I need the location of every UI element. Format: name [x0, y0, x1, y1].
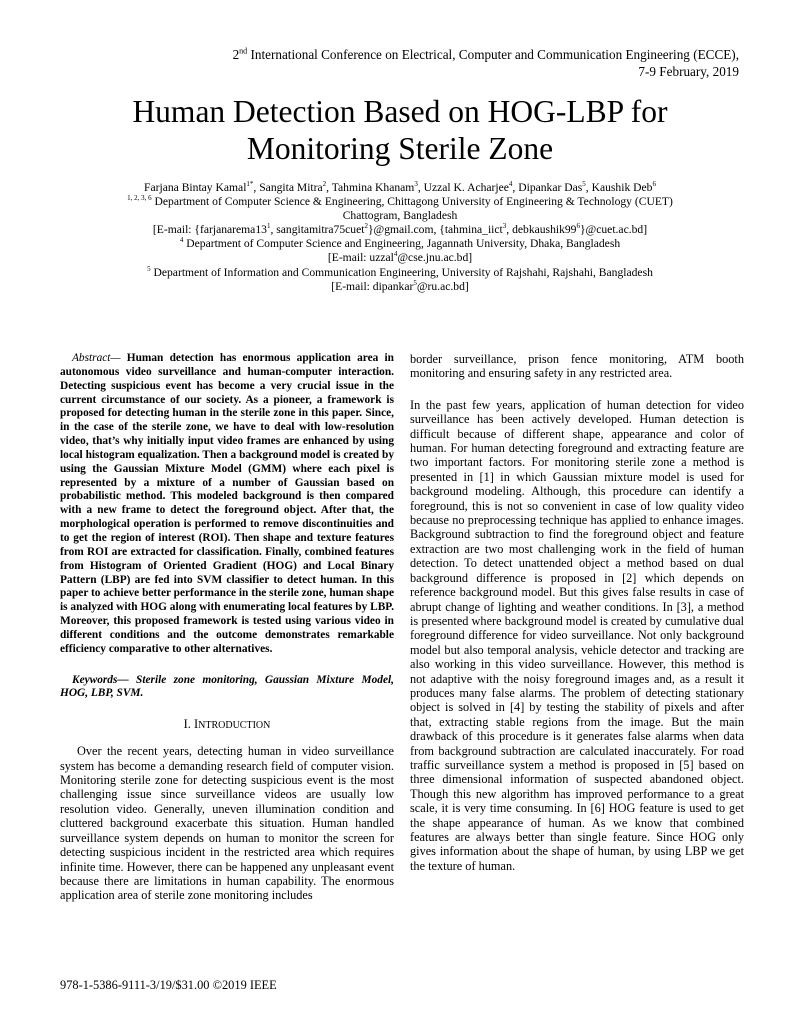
abstract-label: Abstract—	[72, 352, 127, 364]
conference-ordinal: 2	[232, 47, 240, 62]
affiliation-marker: 5	[582, 180, 586, 189]
text-run: }@cuet.ac.bd]	[579, 223, 648, 237]
affiliation-marker: 6	[652, 180, 656, 189]
affiliation-marker: 3	[502, 222, 507, 231]
affiliation-marker: 1*	[246, 180, 254, 189]
intro-paragraph-1-continued: border surveillance, prison fence monitoring, ATM booth monitoring and ensuring safety in any restricted area.	[410, 352, 744, 381]
section-heading-introduction	[60, 717, 394, 733]
text-run: Chattogram, Bangladesh	[342, 209, 458, 223]
author-block	[60, 181, 740, 294]
email-jnu	[60, 251, 740, 265]
affiliation-marker: 1	[266, 222, 271, 231]
left-column	[60, 352, 394, 903]
affiliation-marker: 5	[413, 278, 417, 287]
text-run: , Dipankar Das	[512, 181, 583, 194]
conference-ordinal-suffix: nd	[239, 46, 248, 56]
text-run: Department of Information and Communication Engineering, University of Rajshahi, Rajshahi, Bangladesh	[150, 265, 653, 279]
intro-paragraph-2: In the past few years, application of human detection for video surveillance has been actively developed. Human detection is difficult because of different shape, appearance and color of human. For human detecting foreground and extracting feature are two important factors. For monitoring sterile zone a method is presented in [1] in which Gaussian mixture model is used for background modeling. Although, this procedure can identify a foreground, this is not so convenient in case of low quality video because no preprocessing technique has applied to enhance images. Background subtraction to find the foreground object and feature extraction are two most challenging work in the field of human detection. To detect unattended object a method based on dual background difference is proposed in [2] which depends on reference background model. But this gives false results in case of abrupt change of lighting and weather conditions. In [3], a method is presented where background model is created by cumulative dual foreground difference for video surveillance. Not only background model but also temporal analysis, vehicle detector and tracking are also working in this video surveillance. However, this method is not adaptive with the noisy foreground images and, as a result it produces many false alarms. The problem of detecting stationary object is solved in [4] by testing the stability of pixels and after that, extracting stable regions from the image. But the main drawback of this procedure is it generates false alarms when data from background subtraction are calculated inaccurately. For road traffic surveillance system a method is proposed in [5] based on three dimensional information of suspected abandoned object. Though this new algorithm has improved performance to a great scale, it is very time consuming. In [6] HOG feature is used to get the shape appearance of human. As we know that combined features are always better than single feature. Since HOG only gives information about the shape of human, by using LBP we get the texture of human.	[410, 397, 744, 873]
affiliation-cuet	[60, 195, 740, 209]
text-run: [E-mail: uzzal	[327, 251, 394, 265]
affiliation-cuet-city	[60, 209, 740, 223]
paper-title-line-2: Monitoring Sterile Zone	[246, 131, 554, 166]
conference-line	[39, 46, 739, 63]
conference-name: International Conference on Electrical, Computer and Communication Engineering (ECCE),	[247, 47, 739, 62]
affiliation-marker: 4	[393, 250, 398, 259]
email-cuet	[60, 223, 740, 237]
intro-paragraph-1: Over the recent years, detecting human in video surveillance system has become a demanding research field of computer vision. Monitoring sterile zone for detecting suspicious event is the most challenging issue since surveillance videos are usually low resolution video. Generally, uneven illumination condition and cluttered background exacerbate this situation. Human handled surveillance system depends on human to monitor the screen for detecting suspicious incident in the restricted area which requires infinite time. However, there can be happened any unpleasant event because there are limitations in human capability. The enormous application area of sterile zone monitoring includes	[60, 744, 394, 903]
affiliation-marker: 3	[414, 180, 418, 189]
paper-title-line-1: Human Detection Based on HOG-LBP for	[132, 94, 668, 129]
text-run: [E-mail: {farjanarema13	[152, 223, 267, 237]
section-title: INTRODUCTION	[193, 717, 271, 732]
affiliation-marker: 1, 2, 3, 6	[127, 194, 152, 203]
affiliation-marker: 6	[576, 222, 580, 231]
text-run: , Kaushik Deb	[585, 181, 653, 194]
text-run: Department of Computer Science & Engineering, Chittagong University of Engineering & Technology (CUET)	[151, 195, 673, 209]
running-header	[39, 46, 739, 80]
affiliation-marker: 2	[322, 180, 327, 189]
text-run: [E-mail: dipankar	[331, 279, 414, 293]
affiliation-marker: 5	[147, 264, 151, 273]
text-run: Department of Computer Science and Engineering, Jagannath University, Dhaka, Bangladesh	[183, 237, 621, 251]
isbn-copyright-footer: 978-1-5386-9111-3/19/$31.00 ©2019 IEEE	[60, 978, 277, 992]
text-run: Farjana Bintay Kamal	[144, 181, 247, 194]
email-ru	[60, 280, 740, 294]
text-run: , sangitamitra75cuet	[270, 223, 365, 237]
affiliation-ru	[60, 266, 740, 280]
affiliation-marker: 2	[364, 222, 368, 231]
text-run: @cse.jnu.ac.bd]	[397, 251, 473, 265]
affiliation-marker: 4	[179, 236, 184, 245]
conference-dates: 7-9 February, 2019	[638, 64, 739, 79]
author-names	[60, 181, 740, 195]
text-run: @ru.ac.bd]	[416, 279, 469, 293]
abstract-text: Human detection has enormous application area in autonomous video surveillance and human-computer interaction. Detecting suspicious event has become a very crucial issue in the current circumstance of our society. As a pioneer, a framework is proposed for detecting human in the sterile zone in this paper. Since, in the case of the sterile zone, we have to deal with low-resolution video, that’s why initially input video frames are enhanced by using local histogram equalization. Then a background model is created by using the Gaussian Mixture Model (GMM) where each pixel is represented by a mixture of a number of Gaussian based on probabilistic method. This modeled background is then compared with a new frame to detect the foreground object. After that, the morphological operation is performed to remove discontinuities and to get the region of interest (ROI). Then shape and texture features from ROI are extracted for classification. Finally, combined features from Histogram of Oriented Gradient (HOG) and Local Binary Pattern (LBP) are fed into SVM classifier to detect human. In this paper to achieve better performance in the sterile zone, human shape is analyzed with HOG along with enumerating local features by LBP. Moreover, this proposed framework is tested using various video in different conditions and the outcome demonstrates remarkable efficiency comparative to other alternatives.	[60, 352, 394, 655]
paper-title	[0, 93, 800, 167]
text-run: , debkaushik99	[506, 223, 577, 237]
affiliation-jnu	[60, 237, 740, 251]
text-run: , Tahmina Khanam	[326, 181, 415, 194]
section-number: I.	[183, 717, 191, 732]
text-run: , Sangita Mitra	[253, 181, 323, 194]
right-column	[410, 352, 744, 873]
abstract	[60, 352, 394, 657]
text-run: }@gmail.com, {tahmina_iict	[367, 223, 503, 237]
affiliation-marker: 4	[508, 180, 513, 189]
keywords: Keywords— Sterile zone monitoring, Gaussian Mixture Model, HOG, LBP, SVM.	[60, 673, 394, 700]
text-run: , Uzzal K. Acharjee	[417, 181, 509, 194]
